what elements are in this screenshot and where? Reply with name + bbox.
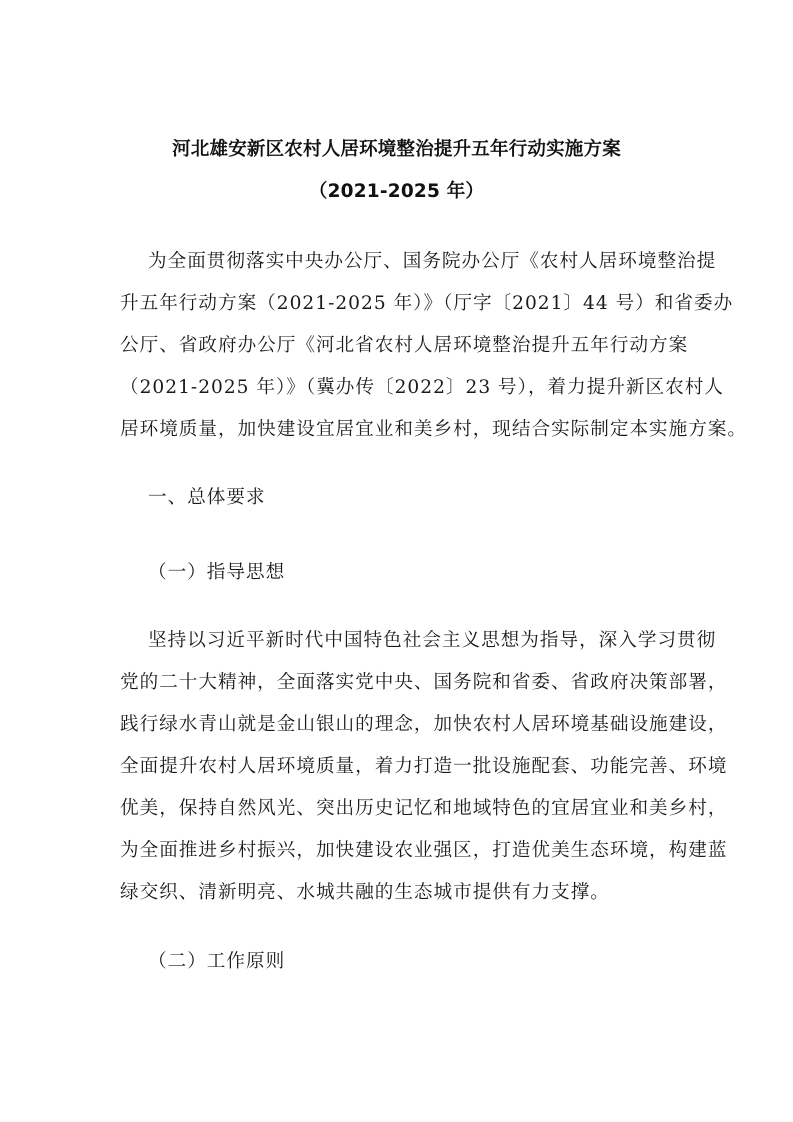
paragraph-line: 坚持以习近平新时代中国特色社会主义思想为指导，深入学习贯彻 xyxy=(148,630,717,651)
paragraph-line: 公厅、省政府办公厅《河北省农村人居环境整治提升五年行动方案 xyxy=(120,335,689,356)
paragraph-line: 党的二十大精神，全面落实党中央、国务院和省委、省政府决策部署， xyxy=(120,672,728,693)
document-subtitle: （2021-2025 年） xyxy=(308,181,485,202)
paragraph-line: 为全面推进乡村振兴，加快建设农业强区，打造优美生态环境，构建蓝 xyxy=(120,840,728,861)
paragraph-line: 全面提升农村人居环境质量，着力打造一批设施配套、功能完善、环境 xyxy=(120,756,728,777)
paragraph-line: 优美，保持自然风光、突出历史记忆和地域特色的宜居宜业和美乡村， xyxy=(120,798,728,819)
subsection-heading: （一）指导思想 xyxy=(148,562,286,583)
document-title: 河北雄安新区农村人居环境整治提升五年行动实施方案 xyxy=(172,139,621,160)
paragraph-line: 绿交织、清新明亮、水城共融的生态城市提供有力支撑。 xyxy=(120,882,610,903)
paragraph-line: 为全面贯彻落实中央办公厅、国务院办公厅《农村人居环境整治提 xyxy=(148,251,717,272)
paragraph-line: 践行绿水青山就是金山银山的理念，加快农村人居环境基础设施建设， xyxy=(120,714,728,735)
paragraph-line: 居环境质量，加快建设宜居宜业和美乡村，现结合实际制定本实施方案。 xyxy=(120,419,748,440)
subsection-heading: （二）工作原则 xyxy=(148,951,286,972)
paragraph-line: （2021-2025 年）》（冀办传〔2022〕23 号），着力提升新区农村人 xyxy=(120,377,724,398)
paragraph-line: 升五年行动方案（2021-2025 年）》（厅字〔2021〕44 号）和省委办 xyxy=(120,293,734,314)
section-heading: 一、总体要求 xyxy=(148,487,266,508)
